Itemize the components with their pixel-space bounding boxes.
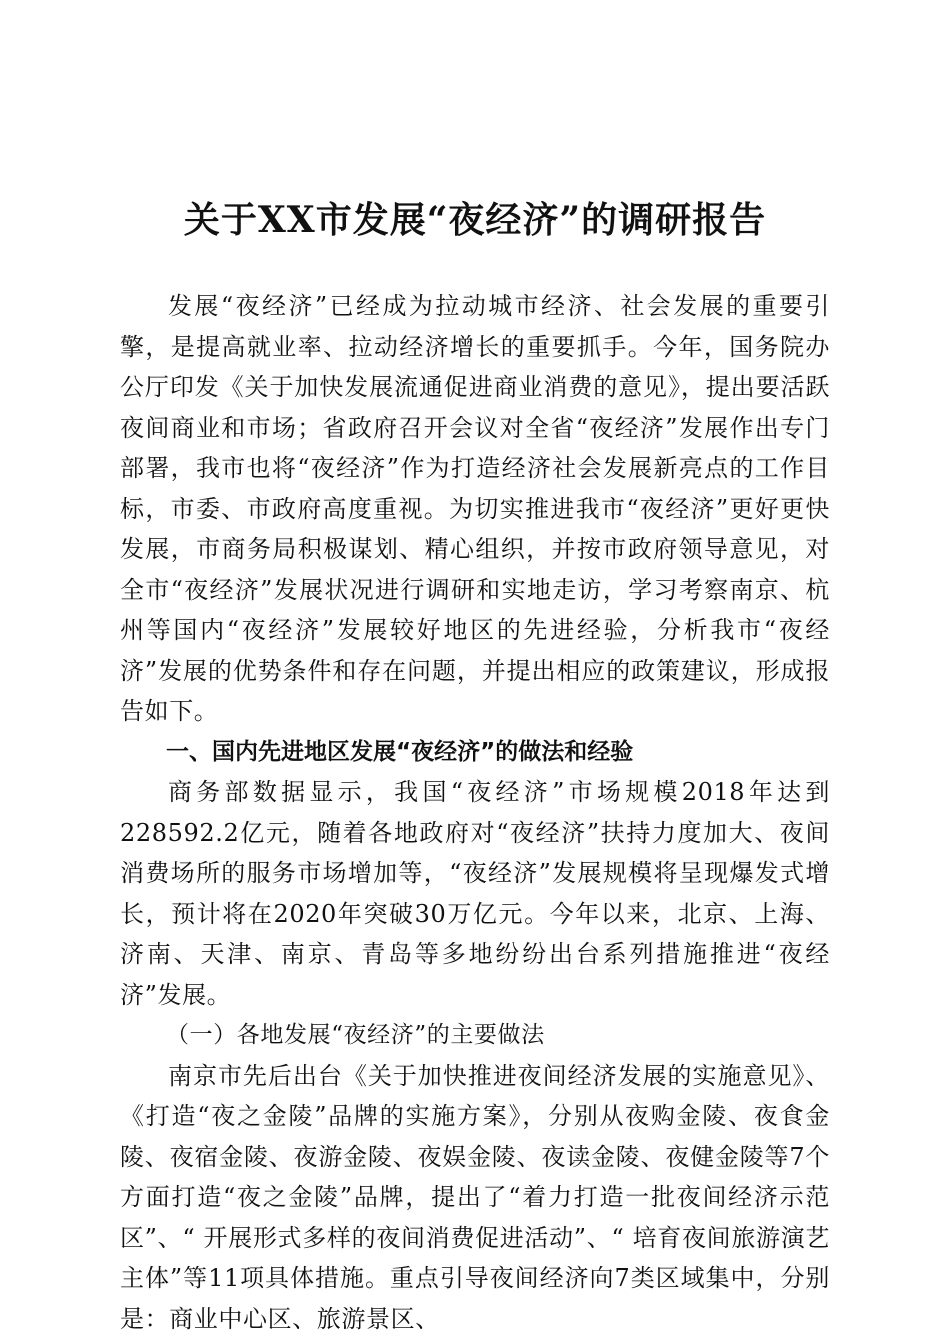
subsection-paragraph: 南京市先后出台《关于加快推进夜间经济发展的实施意见》、《打造“夜之金陵”品牌的实施方案》，分别从夜购金陵、夜食金陵、夜宿金陵、夜游金陵、夜娱金陵、夜读金陵、夜健金陵等7个方面打造“夜之金陵”品牌，提出了“着力打造一批夜间经济示范区”、“ 开展形式多样的夜间消费促进活动”、“ 培育夜间旅游演艺主体”等11项具体措施。重点引导夜间经济向7类区域集中，分别是：商业中心区、旅游景区、 [120,1061,830,1333]
subsection-heading: （一）各地发展“夜经济”的主要做法 [166,1022,545,1048]
document-body [120,286,830,1339]
intro-paragraph: 发展“夜经济”已经成为拉动城市经济、社会发展的重要引擎，是提高就业率、拉动经济增长的重要抓手。今年，国务院办公厅印发《关于加快发展流通促进商业消费的意见》，提出要活跃夜间商业和市场；省政府召开会议对全省“夜经济”发展作出专门部署，我市也将“夜经济”作为打造经济社会发展新亮点的工作目标，市委、市政府高度重视。为切实推进我市“夜经济”更好更快发展，市商务局积极谋划、精心组织，并按市政府领导意见，对全市“夜经济”发展状况进行调研和实地走访，学习考察南京、杭州等国内“夜经济”发展较好地区的先进经验，分析我市“夜经济”发展的优势条件和存在问题，并提出相应的政策建议，形成报告如下。 [120,292,830,725]
section-heading: 一、国内先进地区发展“夜经济”的做法和经验 [166,738,634,765]
document-title: 关于XX市发展“夜经济”的调研报告 [183,199,767,241]
section-paragraph: 商务部数据显示，我国“夜经济”市场规模2018年达到228592.2亿元，随着各地政府对“夜经济”扶持力度加大、夜间消费场所的服务市场增加等，“夜经济”发展规模将呈现爆发式增长，预计将在2020年突破30万亿元。今年以来，北京、上海、济南、天津、南京、青岛等多地纷纷出台系列措施推进“夜经济”发展。 [120,778,830,1009]
